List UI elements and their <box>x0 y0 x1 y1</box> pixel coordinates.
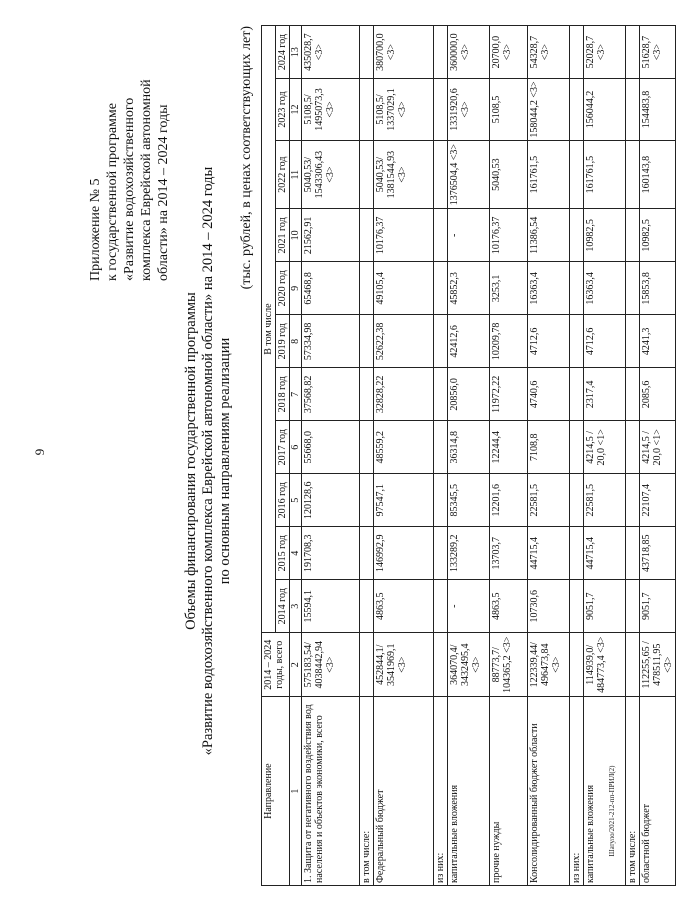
appendix-line: Приложение № 5 <box>88 178 103 281</box>
row-value: 133289,2 <box>448 527 490 580</box>
row-value: 380700,0 <3> <box>374 26 434 79</box>
row-value: 22581,5 <box>528 474 570 527</box>
header-year: 2024 год <box>276 26 290 79</box>
header-year: 2022 год <box>276 140 290 208</box>
row-value: 4740,6 <box>528 368 570 421</box>
row-value: 20700,0 <3> <box>490 26 528 79</box>
row-value: 5108,5/ 1495073,3 <3> <box>302 79 360 141</box>
subheader-label: в том числе: <box>360 697 374 886</box>
row-value: 5108,5 <box>490 79 528 141</box>
row-value: 9051,7 <box>584 580 626 633</box>
column-number: 8 <box>290 315 302 368</box>
row-value: 4712,6 <box>584 315 626 368</box>
rotated-page-content <box>81 16 674 891</box>
table-row <box>528 26 570 886</box>
row-value: 154483,8 <box>640 79 676 141</box>
subheader-row <box>360 26 374 886</box>
row-value: 4863,5 <box>374 580 434 633</box>
column-number: 1 <box>290 697 302 886</box>
row-direction: областной бюджет <box>640 697 676 886</box>
row-value: 5040,53 <box>490 140 528 208</box>
row-value: 161761,5 <box>528 140 570 208</box>
document-title <box>183 101 234 821</box>
row-value: 191708,3 <box>302 527 360 580</box>
row-total: 112255,65 / 478511,95 <3> <box>640 633 676 697</box>
row-value: 85345,5 <box>448 474 490 527</box>
row-value: 10982,5 <box>640 209 676 262</box>
subheader-label: из них: <box>434 697 448 886</box>
row-value: - <box>448 580 490 633</box>
header-year: 2023 год <box>276 79 290 141</box>
title-line: по основным направлениям реализации <box>217 337 233 585</box>
row-value: 12201,6 <box>490 474 528 527</box>
row-value: 2085,6 <box>640 368 676 421</box>
row-value: 43718,85 <box>640 527 676 580</box>
row-value: 11972,22 <box>490 368 528 421</box>
row-value: 97547,1 <box>374 474 434 527</box>
row-value: 435028,7 <3> <box>302 26 360 79</box>
financing-table <box>261 25 676 886</box>
row-total: 114939,0/ 484773,4 <3> <box>584 633 626 697</box>
subheader-label: из них: <box>570 697 584 886</box>
appendix-line: области» на 2014 – 2024 годы <box>156 104 171 281</box>
row-total: 575183,54/ 4038442,94 <3> <box>302 633 360 697</box>
row-value: 37568,82 <box>302 368 360 421</box>
row-value: 11386,54 <box>528 209 570 262</box>
row-value: 160143,8 <box>640 140 676 208</box>
title-line: Объемы финансирования государственной программы <box>183 292 199 630</box>
table-row <box>584 26 626 886</box>
row-direction: капитальные вложения <box>448 697 490 886</box>
appendix-line: к государственной программе <box>105 103 120 281</box>
column-number: 12 <box>290 79 302 141</box>
row-value: 15853,8 <box>640 262 676 315</box>
row-value: 36314,8 <box>448 421 490 474</box>
row-value: 49105,4 <box>374 262 434 315</box>
table-row <box>302 26 360 886</box>
row-value: 10982,5 <box>584 209 626 262</box>
header-year: 2016 год <box>276 474 290 527</box>
table-row <box>640 26 676 886</box>
header-row <box>262 26 276 886</box>
row-value: 44715,4 <box>528 527 570 580</box>
header-total: 2014 – 2024 годы, всего <box>262 633 290 697</box>
row-value: 13703,7 <box>490 527 528 580</box>
column-number: 13 <box>290 26 302 79</box>
column-number: 10 <box>290 209 302 262</box>
column-number: 3 <box>290 580 302 633</box>
header-year: 2014 год <box>276 580 290 633</box>
header-year: 2018 год <box>276 368 290 421</box>
row-value: 10176,37 <box>374 209 434 262</box>
row-value: 55668,0 <box>302 421 360 474</box>
row-value: 15594,1 <box>302 580 360 633</box>
row-value: 22581,5 <box>584 474 626 527</box>
header-year: 2017 год <box>276 421 290 474</box>
row-value: 44715,4 <box>584 527 626 580</box>
row-value: 146992,9 <box>374 527 434 580</box>
row-value: 16363,4 <box>584 262 626 315</box>
row-value: 10176,37 <box>490 209 528 262</box>
row-value: 360000,0 <3> <box>448 26 490 79</box>
header-direction: Направление <box>262 697 290 886</box>
row-value: 4214,5 / 20,0 <1> <box>640 421 676 474</box>
header-year: 2019 год <box>276 315 290 368</box>
column-number: 4 <box>290 527 302 580</box>
column-number: 9 <box>290 262 302 315</box>
row-direction: 1. Защита от негативного воздействия вод населения и объектов экономики, всего <box>302 697 360 886</box>
column-number: 5 <box>290 474 302 527</box>
column-number: 6 <box>290 421 302 474</box>
table-row <box>374 26 434 886</box>
row-value: 5108,5/ 1337029,1 <3> <box>374 79 434 141</box>
row-value: 10209,78 <box>490 315 528 368</box>
row-value: 12244,4 <box>490 421 528 474</box>
row-value: - <box>448 209 490 262</box>
row-value: 4863,5 <box>490 580 528 633</box>
row-value: 158044,2 <3> <box>528 79 570 141</box>
table-row <box>448 26 490 886</box>
row-value: 5040,53/ 1381544,93 <3> <box>374 140 434 208</box>
page-number: 9 <box>32 448 47 456</box>
subheader-row <box>570 26 584 886</box>
row-value: 45852,3 <box>448 262 490 315</box>
column-number: 2 <box>290 633 302 697</box>
header-year: 2021 год <box>276 209 290 262</box>
header-year: 2015 год <box>276 527 290 580</box>
row-value: 20856,0 <box>448 368 490 421</box>
row-value: 7108,8 <box>528 421 570 474</box>
column-number: 11 <box>290 140 302 208</box>
row-value: 4241,3 <box>640 315 676 368</box>
row-value: 32828,22 <box>374 368 434 421</box>
row-direction: Федеральный бюджет <box>374 697 434 886</box>
row-value: 22107,4 <box>640 474 676 527</box>
appendix-header <box>87 21 172 281</box>
row-direction: прочие нужды <box>490 697 528 886</box>
title-line: «Развитие водохозяйственного комплекса Еврейской автономной области» на 2014 – 2024 годы <box>200 166 216 756</box>
row-value: 1331920,6 <3> <box>448 79 490 141</box>
row-value: 52622,38 <box>374 315 434 368</box>
row-total: 122339,44/ 496473,84 <3> <box>528 633 570 697</box>
subheader-row <box>626 26 640 886</box>
row-value: 51628,7 <3> <box>640 26 676 79</box>
row-value: 156044,2 <box>584 79 626 141</box>
row-value: 9051,7 <box>640 580 676 633</box>
row-direction: капитальные вложения <box>584 697 626 886</box>
row-value: 4712,6 <box>528 315 570 368</box>
row-value: 120128,6 <box>302 474 360 527</box>
header-year: 2020 год <box>276 262 290 315</box>
row-value: 52028,7 <3> <box>584 26 626 79</box>
row-value: 65468,8 <box>302 262 360 315</box>
row-value: 5040,53/ 1543306,43 <3> <box>302 140 360 208</box>
row-value: 1376504,4 <3> <box>448 140 490 208</box>
subheader-row <box>434 26 448 886</box>
units-note: (тыс. рублей, в ценах соответствующих лет) <box>239 26 254 290</box>
row-value: 54328,7 <3> <box>528 26 570 79</box>
row-value: 3253,1 <box>490 262 528 315</box>
appendix-line: комплекса Еврейской автономной <box>139 79 154 281</box>
row-value: 21562,91 <box>302 209 360 262</box>
subheader-label: в том числе: <box>626 697 640 886</box>
appendix-line: «Развитие водохозяйственного <box>122 97 137 281</box>
document-code: Шатуло/2021-212-пп-ПРИЛ(2) <box>608 765 616 857</box>
table-row <box>490 26 528 886</box>
row-value: 57334,98 <box>302 315 360 368</box>
column-number: 7 <box>290 368 302 421</box>
row-total: 452844,1/ 3541969,1 <3> <box>374 633 434 697</box>
header-incl: В том числе <box>262 26 276 633</box>
row-value: 10730,6 <box>528 580 570 633</box>
column-numbers-row <box>290 26 302 886</box>
row-value: 2317,4 <box>584 368 626 421</box>
row-total: 364070,4/ 3432495,4 <3> <box>448 633 490 697</box>
row-value: 4214,5 / 20,0 <1> <box>584 421 626 474</box>
row-value: 48559,2 <box>374 421 434 474</box>
row-value: 42412,6 <box>448 315 490 368</box>
row-direction: Консолидированный бюджет области <box>528 697 570 886</box>
row-value: 161761,5 <box>584 140 626 208</box>
row-total: 88773,7/ 104365,2 <3> <box>490 633 528 697</box>
row-value: 16363,4 <box>528 262 570 315</box>
